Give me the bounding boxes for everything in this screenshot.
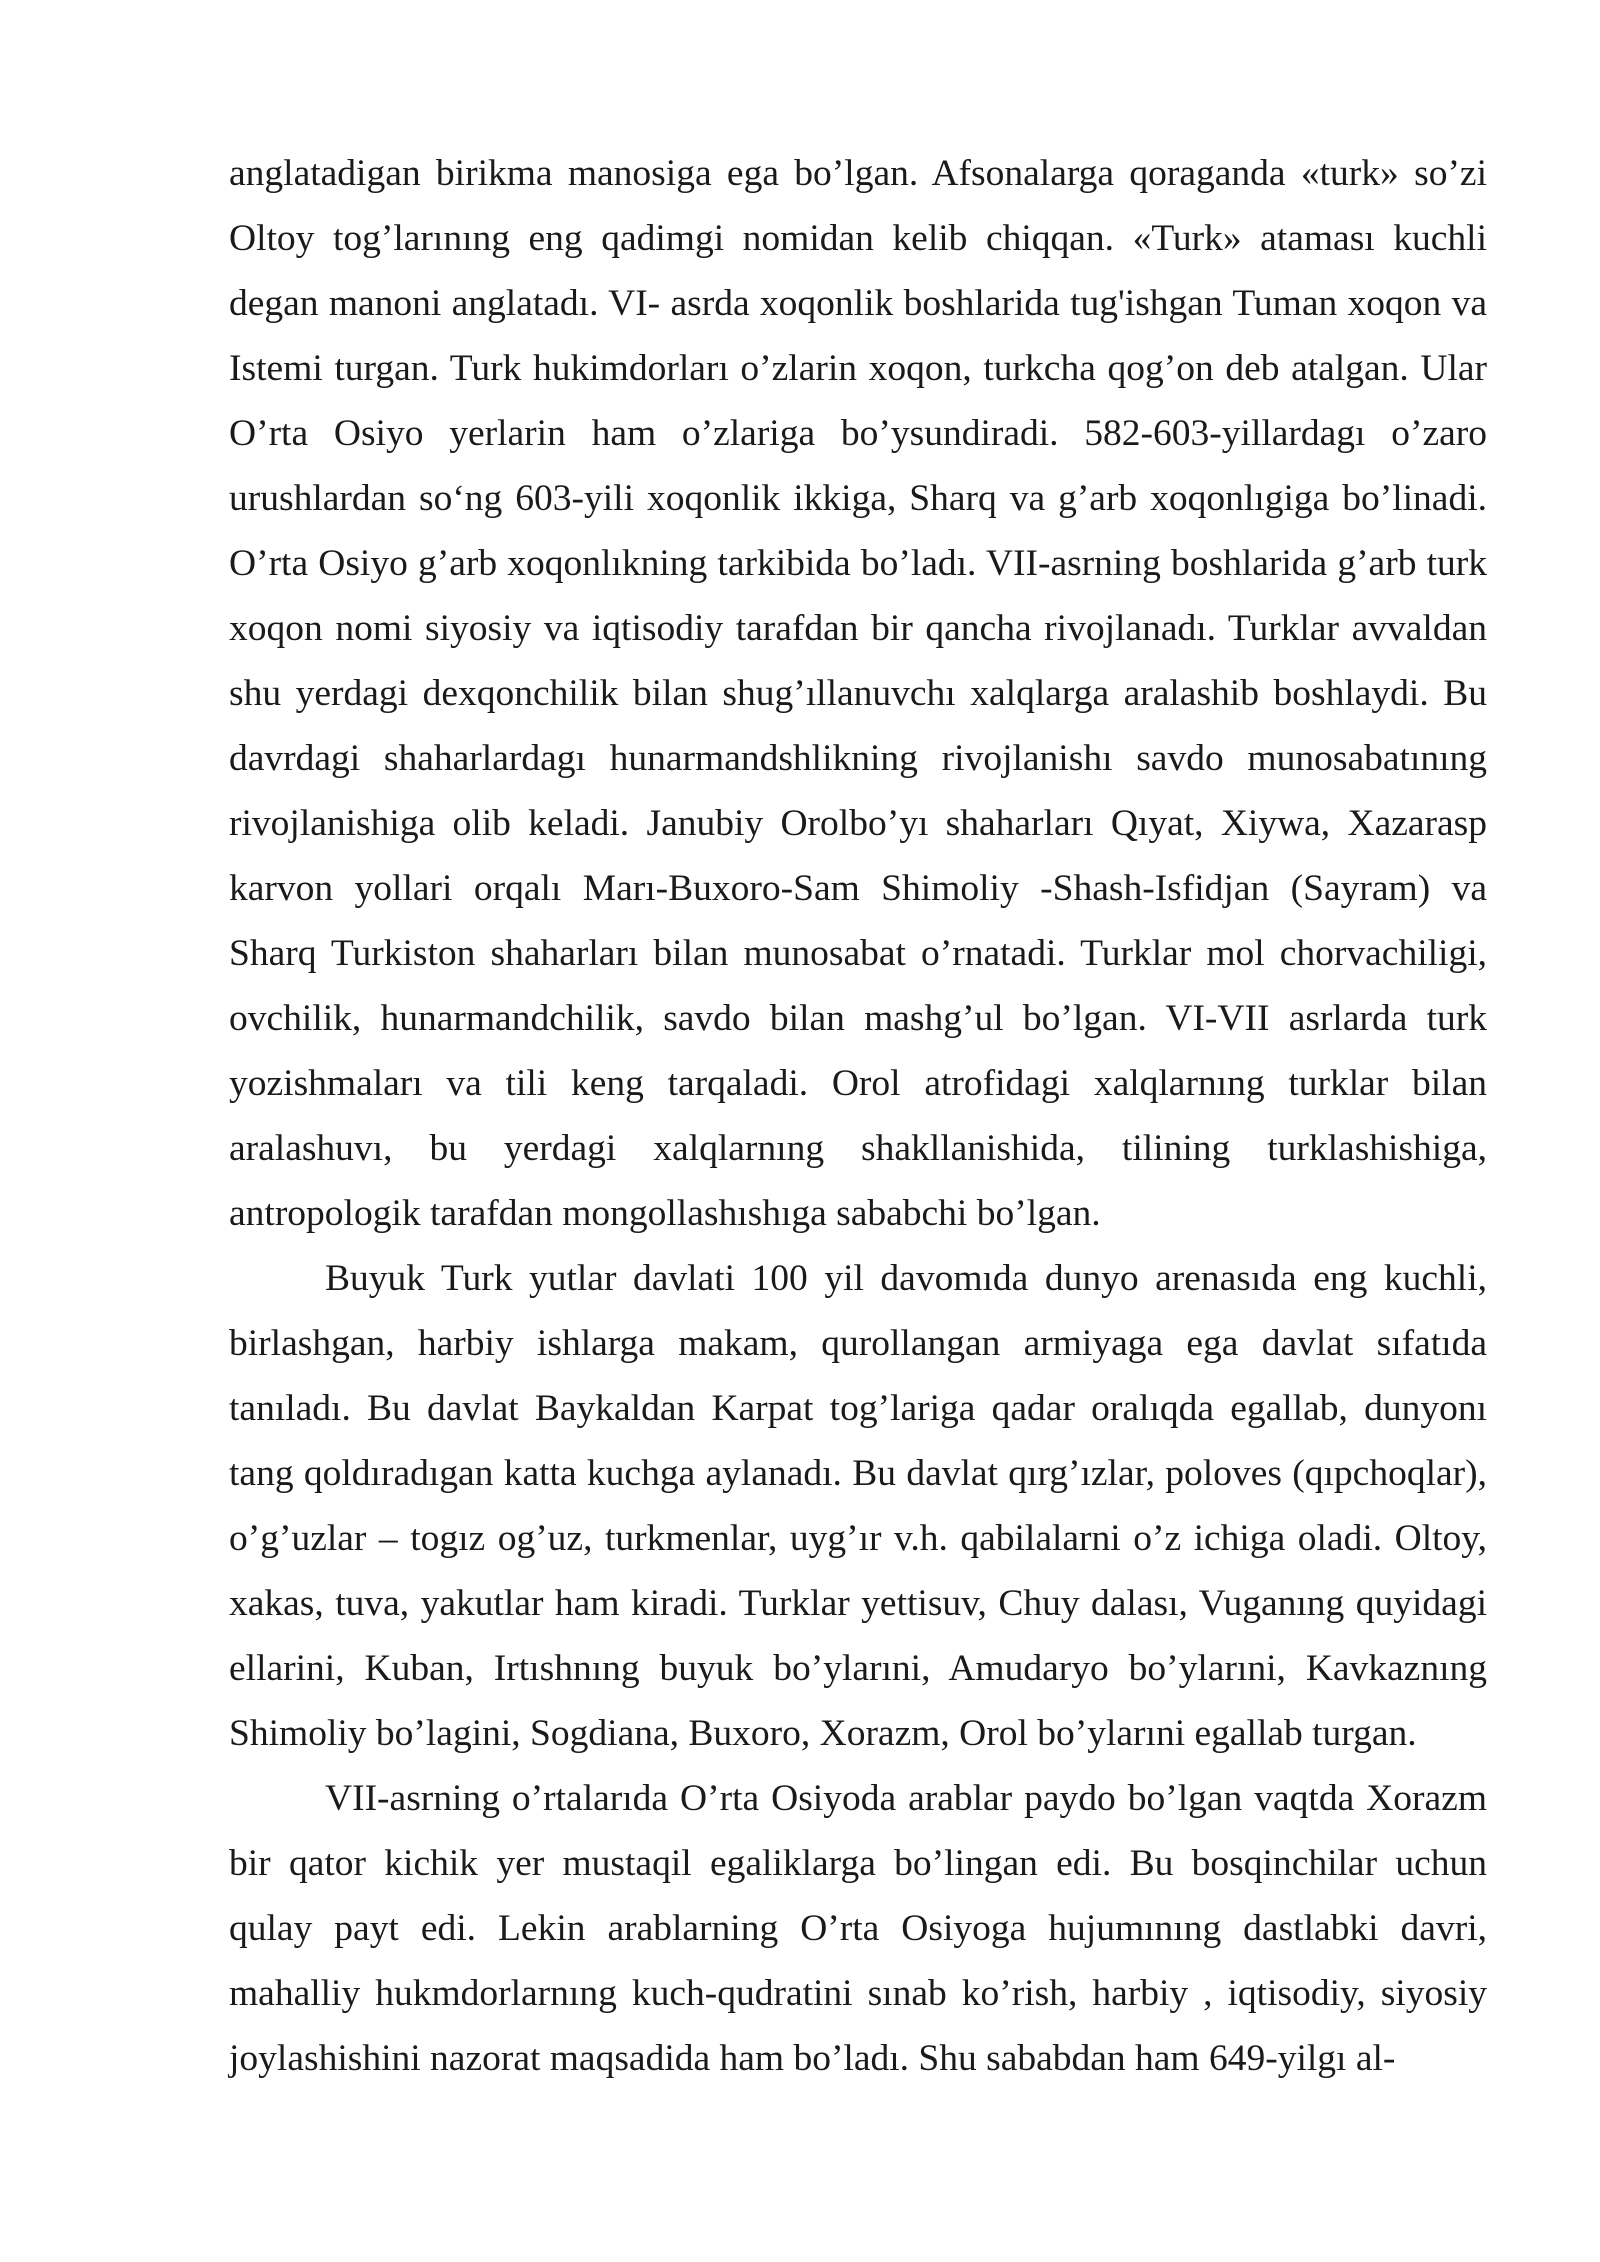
- paragraph-3: VII-asrning o’rtalarıda O’rta Osiyoda arablar paydo bo’lgan vaqtda Xorazm bir qator kichik yer mustaqil egaliklarga bo’lingan edi. Bu bosqinchilar uchun qulay payt edi. Lekin arablarning O’rta Osiyoga hujumınıng dastlabki davri, mahalliy hukmdorlarnıng kuch-qudratini sınab ko’rish, harbiy , iqtisodiy, siyosiy joylashishini nazorat maqsadida ham bo’ladı. Shu sababdan ham 649-yilgı al-: [229, 1778, 1487, 2079]
- paragraph-2: Buyuk Turk yutlar davlati 100 yil davomıda dunyo arenasıda eng kuchli, birlashgan, harbiy ishlarga makam, qurollangan armiyaga ega davlat sıfatıda tanıladı. Bu davlat Baykaldan Karpat tog’lariga qadar oralıqda egallab, dunyonı tang qoldıradıgan katta kuchga aylanadı. Bu davlat qırg’ızlar, poloves (qıpchoqlar), o’g’uzlar – togız og’uz, turkmenlar, uyg’ır v.h. qabilalarni o’z ichiga oladi. Oltoy, xakas, tuva, yakutlar ham kiradi. Turklar yettisuv, Chuy dalası, Vuganıng quyidagi ellarini, Kuban, Irtıshnıng buyuk bo’ylarıni, Amudaryo bo’ylarıni, Kavkaznıng Shimoliy bo’lagini, Sogdiana, Buxoro, Xorazm, Orol bo’ylarıni egallab turgan.: [229, 1258, 1487, 1754]
- document-page: [229, 141, 1487, 2091]
- paragraph-1: anglatadigan birikma manosiga ega bo’lgan. Afsonalarga qoraganda «turk» so’zi Oltoy tog’larınıng eng qadimgi nomidan kelib chiqqan. «Turk» ataması kuchli degan manoni anglatadı. VI- asrda xoqonlik boshlarida tug'ishgan Tuman xoqon va Istemi turgan. Turk hukimdorları o’zlarin xoqon, turkcha qog’on deb atalgan. Ular O’rta Osiyo yerlarin ham o’zlariga bo’ysundiradi. 582-603-yillardagı o’zaro urushlardan so‘ng 603-yili xoqonlik ikkiga, Sharq va g’arb xoqonlıgiga bo’linadi. O’rta Osiyo g’arb xoqonlıkning tarkibida bo’ladı. VII-asrning boshlarida g’arb turk xoqon nomi siyosiy va iqtisodiy tarafdan bir qancha rivojlanadı. Turklar avvaldan shu yerdagi dexqonchilik bilan shug’ıllanuvchı xalqlarga aralashib boshlaydi. Bu davrdagi shaharlardagı hunarmandshlikning rivojlanishı savdo munosabatınıng rivojlanishiga olib keladi. Janubiy Orolbo’yı shaharları Qıyat, Xiywa, Xazarasp karvon yollari orqalı Marı-Buxoro-Sam Shimoliy -Shash-Isfidjan (Sayram) va Sharq Turkiston shaharları bilan munosabat o’rnatadi. Turklar mol chorvachiligi, ovchilik, hunarmandchilik, savdo bilan mashg’ul bo’lgan. VI-VII asrlarda turk yozishmaları va tili keng tarqaladi. Orol atrofidagi xalqlarnıng turklar bilan aralashuvı, bu yerdagi xalqlarnıng shakllanishida, tilining turklashishiga, antropologik tarafdan mongollashıshıga sababchi bo’lgan.: [229, 153, 1487, 1234]
